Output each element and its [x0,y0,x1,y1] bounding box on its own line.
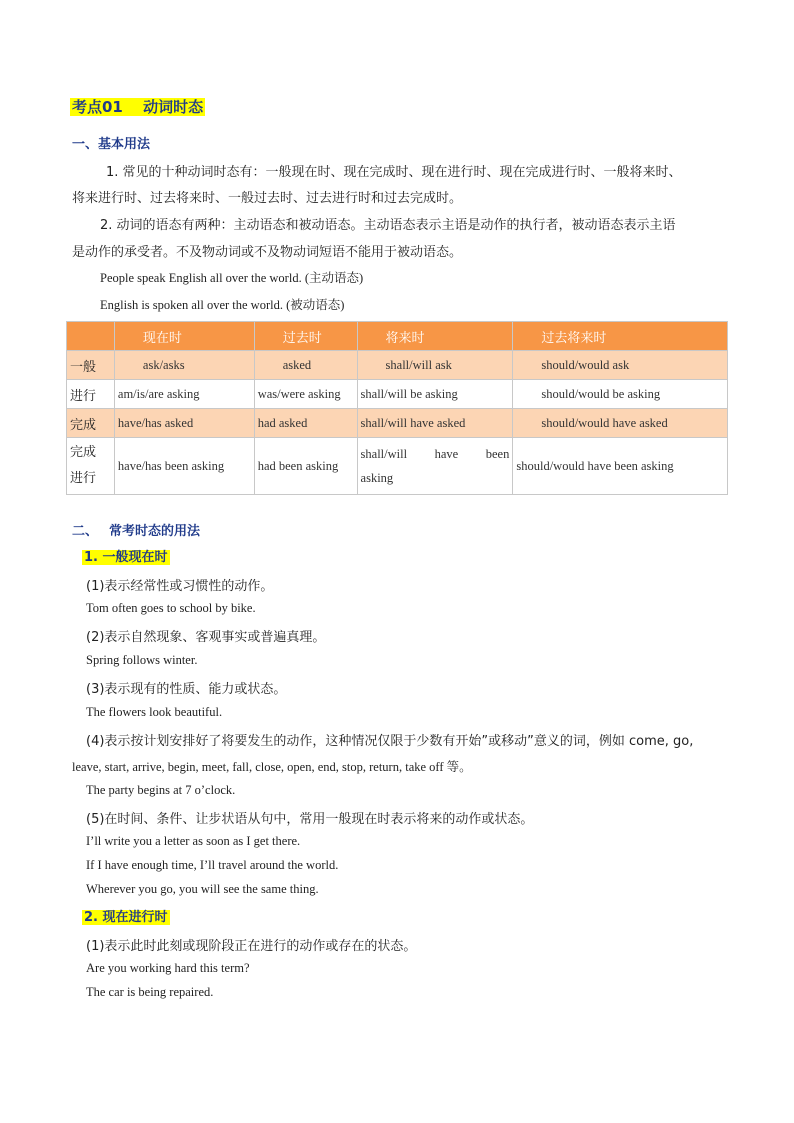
row-label: 一般 [67,351,115,380]
header-cell: 过去将来时 [513,322,728,351]
table-cell: am/is/are asking [114,380,254,409]
table-cell: have/has been asking [114,438,254,495]
text-line: (2)表示自然现象、客观事实或普遍真理。 [86,630,326,645]
cell-line [361,442,510,466]
row-label-line: 完成 [70,445,97,460]
section2-heading: 二、 常考时态的用法 [72,524,201,539]
table-cell: shall/will have asked [357,409,513,438]
table-row [67,409,728,438]
header-cell: 现在时 [114,322,254,351]
subheading-text: 2. 现在进行时 [84,910,168,925]
text-line: leave, start, arrive, begin, meet, fall, close, open, end, stop, return, take off 等。 [72,760,472,774]
example-line: The flowers look beautiful. [86,705,223,719]
row-label: 进行 [67,380,115,409]
table-cell: had been asking [254,438,357,495]
table-cell: had asked [254,409,357,438]
example-passive: English is spoken all over the world. (被动语态) [100,298,345,312]
table-row [67,438,728,495]
table-cell: shall/will ask [357,351,513,380]
page-title [70,96,205,117]
header-cell-empty [67,322,115,351]
header-cell: 将来时 [357,322,513,351]
page-title-text: 考点01 动词时态 [72,98,204,116]
section1-p2-line1: 2. 动词的语态有两种：主动语态和被动语态。主动语态表示主语是动作的执行者，被动语态表示主语 [100,218,676,233]
section1-p1-line2: 将来进行时、过去将来时、一般过去时、过去进行时和过去完成时。 [72,191,463,206]
example-line: The car is being repaired. [86,985,214,999]
cell-word: have [434,447,459,461]
example-line: Tom often goes to school by bike. [86,601,256,615]
example-line: I’ll write you a letter as soon as I get there. [86,834,301,848]
table-row [67,380,728,409]
table-cell: should/would be asking [513,380,728,409]
example-active: People speak English all over the world. (主动语态) [100,271,364,285]
text-line: (1)表示此时此刻或现阶段正在进行的动作或存在的状态。 [86,939,417,954]
table-cell: should/would ask [513,351,728,380]
table-cell [357,438,513,495]
table-cell: should/would have been asking [513,438,728,495]
table-cell: have/has asked [114,409,254,438]
table-header-row [67,322,728,351]
cell-word: shall/will [360,447,408,461]
row-label: 完成 [67,409,115,438]
section1-heading: 一、基本用法 [72,137,151,152]
subheading-text: 1. 一般现在时 [84,550,168,565]
section1-p1-line1: 1. 常见的十种动词时态有：一般现在时、现在完成时、现在进行时、现在完成进行时、一般将来时、 [106,165,682,180]
row-label-line: 进行 [70,471,97,486]
section1-p2-line2: 是动作的承受者。不及物动词或不及物动词短语不能用于被动语态。 [72,245,463,260]
example-line: Are you working hard this term? [86,961,250,975]
text-line: (5)在时间、条件、让步状语从句中，常用一般现在时表示将来的动作或状态。 [86,812,534,827]
table-row [67,351,728,380]
table-cell: was/were asking [254,380,357,409]
row-label [67,438,115,495]
subheading-simple-present [82,546,170,565]
text-line: (1)表示经常性或习惯性的动作。 [86,579,274,594]
example-line: Wherever you go, you will see the same thing. [86,882,319,896]
example-line: The party begins at 7 o’clock. [86,783,236,797]
text-line: (4)表示按计划安排好了将要发生的动作，这种情况仅限于少数有开始”或移动”意义的词，例如 come, go, [86,734,694,749]
table-cell: should/would have asked [513,409,728,438]
example-line: Spring follows winter. [86,653,198,667]
text-line: (3)表示现有的性质、能力或状态。 [86,682,287,697]
tense-table [66,321,728,495]
table-cell: shall/will be asking [357,380,513,409]
subheading-present-continuous [82,906,170,925]
header-cell: 过去时 [254,322,357,351]
cell-line: asking [360,471,394,485]
example-line: If I have enough time, I’ll travel around the world. [86,858,339,872]
cell-word: been [485,447,510,461]
table-cell: ask/asks [114,351,254,380]
table-cell: asked [254,351,357,380]
